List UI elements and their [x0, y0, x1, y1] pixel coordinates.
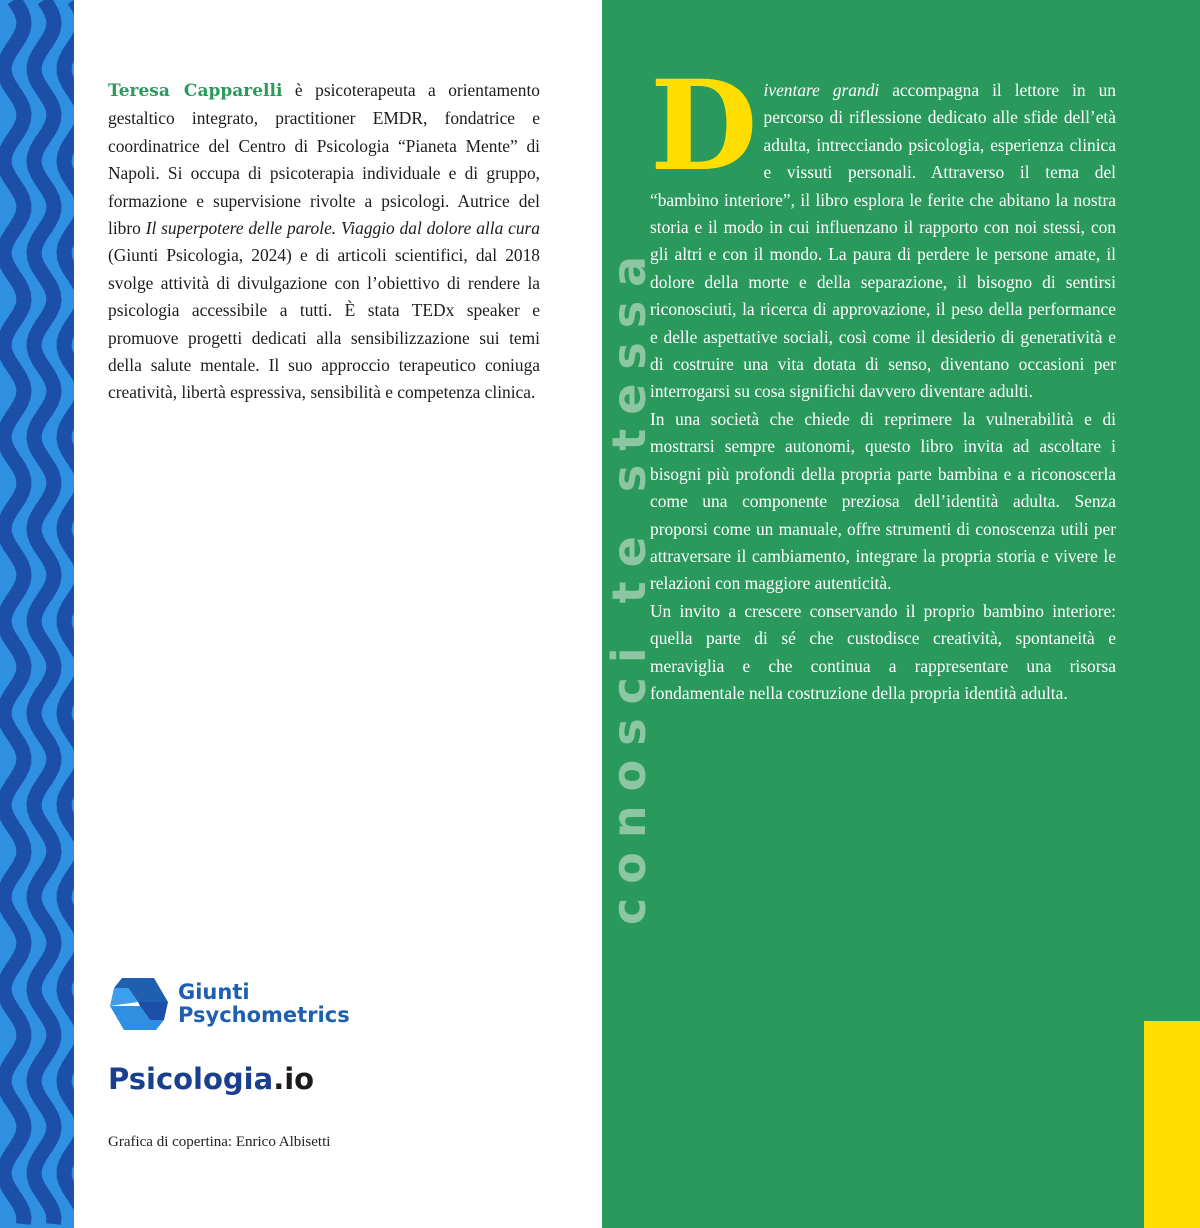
psicologia-logo-main: Psicologia [108, 1062, 274, 1096]
bio-text-1: è psicoterapeuta a orientamento gestaltico integrato, practitioner EMDR, fondatrice e coordinatrice del Centro di Psicologia “Pianeta Mente” di Napoli. Si occupa di psicoterapia individuale e di gruppo, formazione e supervisione rivolte a psicologi. Autrice del libro [108, 80, 540, 239]
author-bio [108, 77, 540, 407]
psicologia-logo-ext: .io [273, 1062, 315, 1096]
description-text-1: accompagna il lettore in un percorso di riflessione dedicato alle sfide dell’età adulta, intrecciando psicologia, esperienza clinica e vissuti personali. Attraverso il tema del “bambino interiore”, il libro esplora le ferite che abitano la nostra storia e il modo in cui influenzano il rapporto con noi stessi, con gli altri e con il mondo. La paura di perdere le persone amate, il dolore della morte e della separazione, il bisogno di sentirsi riconosciuti, la ricerca di approvazione, il peso della performance e delle aspettative sociali, così come il desiderio di generatività e di costruire una vita dotata di senso, diventano occasioni per interrogarsi su cosa significhi davvero diventare adulti. [650, 80, 1116, 402]
book-title-inline: iventare grandi [763, 80, 880, 100]
cover-credit: Grafica di copertina: Enrico Albisetti [108, 1134, 331, 1150]
bio-text-2: (Giunti Psicologia, 2024) e di articoli scientifici, dal 2018 svolge attività di divulgazione con l’obiettivo di rendere la psicologia accessibile a tutti. È stata TEDx speaker e promuove progetti dedicati alla sensibilizzazione sui temi della salute mentale. Il suo approccio terapeutico coniuga creatività, libertà espressiva, sensibilità e competenza clinica. [108, 245, 540, 403]
drop-cap: D [650, 54, 758, 199]
wave-pattern-icon [0, 0, 74, 1228]
giunti-logo-line1: Giunti [178, 980, 250, 1004]
yellow-corner-tab [1144, 1021, 1200, 1228]
description-paragraph-1 [650, 54, 1116, 406]
giunti-psychometrics-logo [108, 976, 350, 1032]
description-paragraph-2: In una società che chiede di reprimere la vulnerabilità e di mostrarsi sempre autonomi, questo libro invita ad ascoltare i bisogni più profondi della propria parte bambina e a riconoscerla come una componente preziosa dell’identità adulta. Senza proporsi come un manuale, offre strumenti di conoscenza utili per attraversare il cambiamento, integrare la propria storia e vivere le relazioni con maggiore autenticità. [650, 408, 1116, 594]
author-name: Teresa Capparelli [108, 81, 283, 101]
psicologia-io-logo [108, 1062, 314, 1096]
previous-book-title: Il superpotere delle parole. Viaggio dal dolore alla cura [145, 218, 540, 239]
giunti-logo-line2: Psychometrics [178, 1003, 350, 1027]
giunti-logo-text [178, 981, 350, 1027]
wave-stripe [0, 0, 74, 1228]
book-description [650, 54, 1116, 707]
giunti-logo-icon [108, 976, 170, 1032]
description-paragraph-3: Un invito a crescere conservando il proprio bambino interiore: quella parte di sé che custodisce creatività, spontaneità e meraviglia e che continua a rappresentare una risorsa fondamentale nella costruzione della propria identità adulta. [650, 600, 1116, 703]
vertical-title-text: conosci te stessa [602, 241, 656, 925]
